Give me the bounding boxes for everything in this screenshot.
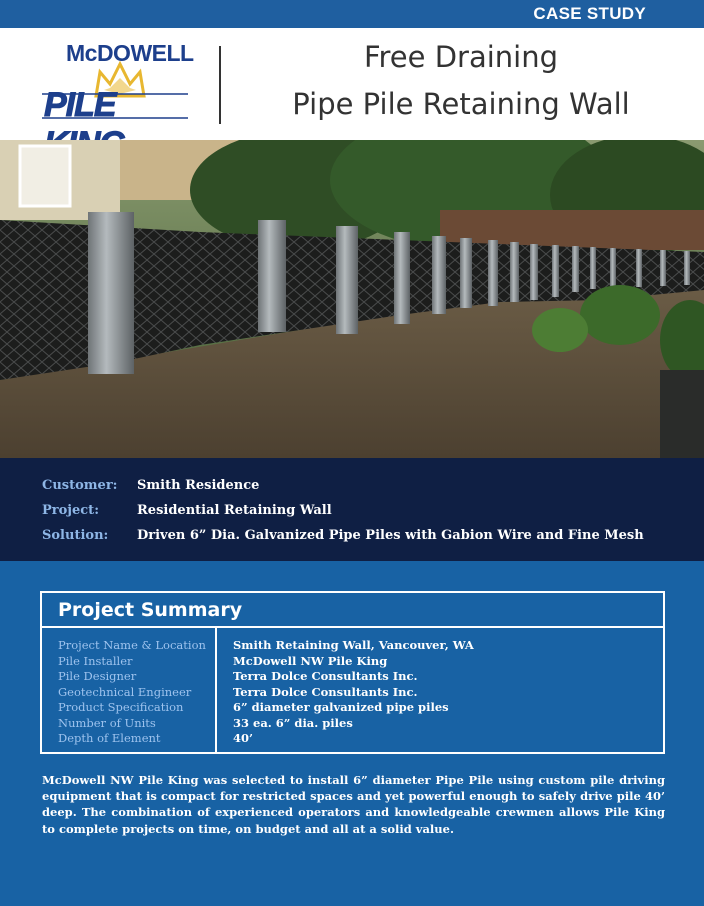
title-line-1: Free Draining	[363, 40, 559, 74]
logo-mcdowell-text: McDOWELL	[66, 40, 194, 66]
case-study-banner	[0, 0, 704, 28]
summary-key: Pile Installer	[58, 653, 133, 668]
project-summary-title: Project Summary	[58, 599, 243, 621]
summary-key: Project Name & Location	[58, 638, 206, 652]
project-info-panel	[0, 458, 704, 561]
company-logo	[38, 38, 202, 134]
summary-key: Pile Designer	[58, 669, 137, 683]
summary-key: Number of Units	[58, 715, 156, 730]
summary-value: Terra Dolce Consultants Inc.	[233, 684, 418, 699]
summary-key: Depth of Element	[58, 731, 161, 745]
info-value: Residential Retaining Wall	[137, 503, 332, 518]
info-key: Customer:	[42, 478, 118, 493]
summary-value: 33 ea. 6” dia. piles	[233, 715, 353, 730]
header-divider	[219, 46, 221, 124]
case-study-label: CASE STUDY	[533, 4, 646, 23]
info-key: Solution:	[42, 528, 109, 543]
logo-pileking-text: PILE	[44, 86, 116, 124]
info-key: Project:	[42, 503, 99, 518]
summary-value: 6” diameter galvanized pipe piles	[233, 700, 449, 714]
summary-value: McDowell NW Pile King	[233, 653, 388, 668]
title-line-2: Pipe Pile Retaining Wall	[292, 87, 630, 121]
header	[0, 28, 704, 140]
summary-value: 40’	[233, 731, 254, 745]
info-value: Smith Residence	[137, 478, 260, 493]
project-description: McDowell NW Pile King was selected to install 6” diameter Pipe Pile using custom pile driving equipment that is compact for restricted spaces and yet powerful enough to safely drive pile 40’ deep. The combination of experienced operators and knowledgeable crewmen allows Pile King to complete projects on time, on budget and all at a solid value.	[42, 773, 665, 836]
retaining-wall-photo	[0, 140, 704, 458]
summary-value: Terra Dolce Consultants Inc.	[233, 669, 418, 683]
summary-key: Geotechnical Engineer	[58, 684, 192, 699]
summary-key: Product Specification	[58, 700, 184, 714]
project-summary-header	[40, 591, 665, 628]
summary-value: Smith Retaining Wall, Vancouver, WA	[233, 638, 474, 652]
page-title	[226, 34, 696, 128]
info-value: Driven 6” Dia. Galvanized Pipe Piles with Gabion Wire and Fine Mesh	[137, 528, 644, 543]
